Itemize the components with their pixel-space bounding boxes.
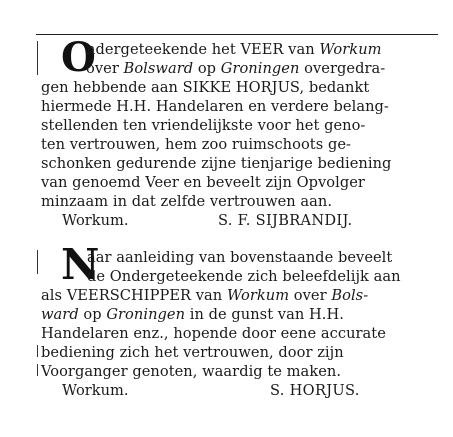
notice2-signature-name: S. HORJUS. <box>270 382 360 399</box>
dropcap-o: O <box>61 34 96 81</box>
notice1-line-7: schonken gedurende zijne tienjarige bediening <box>41 155 392 172</box>
notice1-line-6: ten vertrouwen, hem zoo ruimschoots ge- <box>41 136 352 153</box>
dropcap-n: N <box>61 240 100 289</box>
notice1-line-8: van genoemd Veer en beveelt zijn Opvolger <box>41 174 365 191</box>
top-rule <box>36 34 438 35</box>
left-border-mark <box>37 345 38 357</box>
notice2-line-5: Handelaren enz., hopende door eene accurate <box>41 325 386 342</box>
notice1-line-1: ndergeteekende het VEER van Workum <box>86 41 382 58</box>
notice2-line-6: bediening zich het vertrouwen, door zijn <box>41 344 344 361</box>
left-border-mark <box>37 250 38 274</box>
notice1-signature-name: S. F. SIJBRANDIJ. <box>218 212 353 229</box>
notice2-line-3: als VEERSCHIPPER van Workum over Bols- <box>41 287 369 304</box>
notice2-signature-place: Workum. <box>62 382 129 399</box>
notice2-line-4: ward op Groningen in de gunst van H.H. <box>41 306 344 323</box>
notice1-line-3: gen hebbende aan SIKKE HORJUS, bedankt <box>41 79 370 96</box>
left-border-mark <box>37 364 38 376</box>
notice2-line-7: Voorganger genoten, waardig te maken. <box>41 363 342 380</box>
notice1-line-5: stellenden ten vriendelijkste voor het geno- <box>41 117 366 134</box>
notice1-signature-place: Workum. <box>62 212 129 229</box>
notice1-line-2: over Bolsward op Groningen overgedra- <box>86 60 386 77</box>
notice2-line-2: de Ondergeteekende zich beleefdelijk aan <box>87 268 401 285</box>
notice1-line-9: minzaam in dat zelfde vertrouwen aan. <box>41 193 333 210</box>
notice2-line-1: aar aanleiding van bovenstaande beveelt <box>87 249 393 266</box>
notice1-line-4: hiermede H.H. Handelaren en verdere belang- <box>41 98 389 115</box>
left-border-mark <box>37 41 38 75</box>
